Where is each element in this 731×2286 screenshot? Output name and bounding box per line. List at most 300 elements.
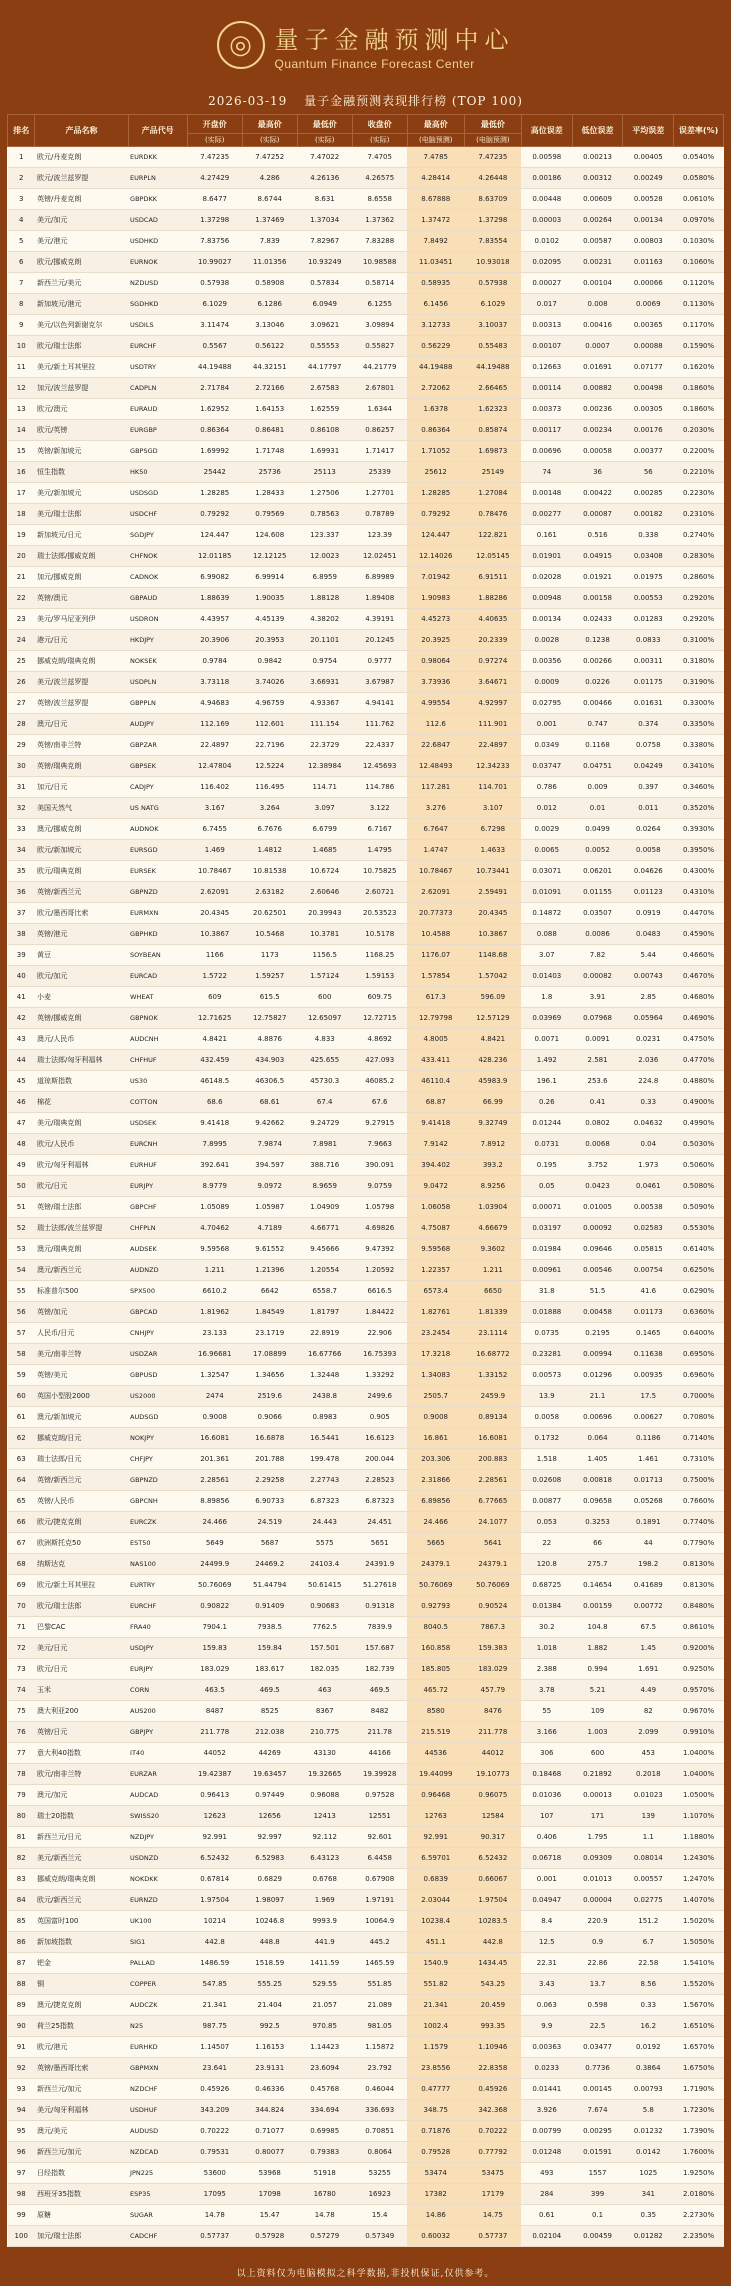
row-product-name: 加元/挪威克朗	[35, 567, 128, 588]
row-rank: 96	[8, 2142, 35, 2163]
row-err-low: 0.00058	[572, 441, 623, 462]
row-close: 16.75393	[352, 1344, 407, 1365]
table-row	[8, 1407, 724, 1428]
row-close: 7.9663	[352, 1134, 407, 1155]
row-open: 10.78467	[187, 861, 242, 882]
table-row	[8, 798, 724, 819]
row-close: 6.7167	[352, 819, 407, 840]
row-product-code: USDHUF	[128, 2100, 187, 2121]
row-high: 0.79569	[242, 504, 297, 525]
row-err-avg: 0.0483	[623, 924, 674, 945]
row-close: 22.906	[352, 1323, 407, 1344]
row-err-low: 0.9	[572, 1932, 623, 1953]
table-row	[8, 1911, 724, 1932]
row-err-high: 0.00148	[521, 483, 572, 504]
row-rank: 38	[8, 924, 35, 945]
row-err-avg: 0.0461	[623, 1176, 674, 1197]
row-err-pct: 0.2920%	[674, 609, 724, 630]
row-pred-high: 7.01942	[407, 567, 464, 588]
row-product-code: GBPSEK	[128, 756, 187, 777]
row-rank: 2	[8, 168, 35, 189]
row-err-pct: 0.8610%	[674, 1617, 724, 1638]
row-rank: 48	[8, 1134, 35, 1155]
row-pred-high: 2505.7	[407, 1386, 464, 1407]
row-pred-high: 1176.07	[407, 945, 464, 966]
row-rank: 46	[8, 1092, 35, 1113]
row-low: 7.82967	[297, 231, 352, 252]
row-err-low: 2.581	[572, 1050, 623, 1071]
row-close: 25339	[352, 462, 407, 483]
row-product-code: GBPNZD	[128, 1470, 187, 1491]
row-open: 0.96413	[187, 1785, 242, 1806]
row-close: 44166	[352, 1743, 407, 1764]
row-high: 9.0972	[242, 1176, 297, 1197]
row-close: 1.89408	[352, 588, 407, 609]
disclaimer-footer: 以上资料仅为电脑模拟之科学数据,非投机保证,仅供参考。	[7, 2264, 724, 2284]
row-close: 5651	[352, 1533, 407, 1554]
row-product-code: ESP35	[128, 2184, 187, 2205]
row-err-high: 0.01248	[521, 2142, 572, 2163]
row-err-pct: 0.6960%	[674, 1365, 724, 1386]
row-err-low: 0.41	[572, 1092, 623, 1113]
row-rank: 33	[8, 819, 35, 840]
row-low: 9.24729	[297, 1113, 352, 1134]
row-open: 987.75	[187, 2016, 242, 2037]
row-product-name: 原糖	[35, 2205, 128, 2226]
row-product-name: 欧元/新西兰元	[35, 1890, 128, 1911]
row-product-name: 美元/以色列新谢克尔	[35, 315, 128, 336]
row-high: 12.75827	[242, 1008, 297, 1029]
row-pred-high: 1.90983	[407, 588, 464, 609]
row-err-avg: 198.2	[623, 1554, 674, 1575]
row-close: 1.33292	[352, 1365, 407, 1386]
table-row	[8, 273, 724, 294]
row-rank: 55	[8, 1281, 35, 1302]
row-low: 1.969	[297, 1890, 352, 1911]
row-high: 17098	[242, 2184, 297, 2205]
row-open: 6610.2	[187, 1281, 242, 1302]
row-high: 8525	[242, 1701, 297, 1722]
row-pred-high: 0.98064	[407, 651, 464, 672]
row-high: 5687	[242, 1533, 297, 1554]
table-row	[8, 819, 724, 840]
row-low: 6.0949	[297, 294, 352, 315]
row-high: 159.84	[242, 1638, 297, 1659]
row-low: 0.90683	[297, 1596, 352, 1617]
row-pred-low: 17179	[464, 2184, 521, 2205]
row-close: 0.9777	[352, 651, 407, 672]
row-rank: 28	[8, 714, 35, 735]
row-low: 388.716	[297, 1155, 352, 1176]
row-err-high: 0.00573	[521, 1365, 572, 1386]
row-open: 4.94683	[187, 693, 242, 714]
row-err-pct: 0.2310%	[674, 504, 724, 525]
row-close: 7.4705	[352, 147, 407, 168]
row-err-low: 0.0226	[572, 672, 623, 693]
row-err-high: 0.00071	[521, 1197, 572, 1218]
row-pred-low: 0.70222	[464, 2121, 521, 2142]
table-row	[8, 2037, 724, 2058]
row-pred-high: 50.76069	[407, 1575, 464, 1596]
row-pred-high: 6.89856	[407, 1491, 464, 1512]
row-product-name: 欧元/日元	[35, 1176, 128, 1197]
row-pred-low: 12.05145	[464, 546, 521, 567]
row-open: 4.27429	[187, 168, 242, 189]
row-err-pct: 0.4670%	[674, 966, 724, 987]
row-err-pct: 0.7500%	[674, 1470, 724, 1491]
row-err-low: 0.00158	[572, 588, 623, 609]
row-pred-high: 348.75	[407, 2100, 464, 2121]
row-err-low: 0.01	[572, 798, 623, 819]
row-product-code: JPN225	[128, 2163, 187, 2184]
row-pred-low: 66.99	[464, 1092, 521, 1113]
row-err-low: 0.00104	[572, 273, 623, 294]
row-product-name: 新西兰元/美元	[35, 273, 128, 294]
row-high: 1.90035	[242, 588, 297, 609]
row-product-name: 瑞士法郎/日元	[35, 1449, 128, 1470]
row-product-code: USDPLN	[128, 672, 187, 693]
row-err-high: 1.518	[521, 1449, 572, 1470]
row-pred-low: 20.459	[464, 1995, 521, 2016]
row-err-pct: 0.0580%	[674, 168, 724, 189]
row-err-low: 66	[572, 1533, 623, 1554]
row-rank: 26	[8, 672, 35, 693]
row-high: 7.9874	[242, 1134, 297, 1155]
row-high: 116.495	[242, 777, 297, 798]
row-err-avg: 0.07177	[623, 357, 674, 378]
sub-actual: (实际)	[242, 134, 297, 147]
row-product-name: 美元/瑞士法郎	[35, 504, 128, 525]
row-err-pct: 0.2860%	[674, 567, 724, 588]
row-close: 3.09894	[352, 315, 407, 336]
brand-name-en: Quantum Finance Forecast Center	[274, 56, 475, 71]
row-pred-low: 10.73441	[464, 861, 521, 882]
row-rank: 47	[8, 1113, 35, 1134]
row-rank: 82	[8, 1848, 35, 1869]
row-open: 53600	[187, 2163, 242, 2184]
row-err-pct: 0.0610%	[674, 189, 724, 210]
row-err-high: 0.00117	[521, 420, 572, 441]
row-err-avg: 1.691	[623, 1659, 674, 1680]
row-rank: 66	[8, 1512, 35, 1533]
row-product-code: CADCHF	[128, 2226, 187, 2247]
row-err-avg: 0.00538	[623, 1197, 674, 1218]
row-low: 22.8919	[297, 1323, 352, 1344]
row-err-avg: 0.1891	[623, 1512, 674, 1533]
row-low: 2.67583	[297, 378, 352, 399]
row-err-high: 0.00356	[521, 651, 572, 672]
row-err-pct: 0.1590%	[674, 336, 724, 357]
row-err-high: 0.01403	[521, 966, 572, 987]
row-high: 7.839	[242, 231, 297, 252]
row-high: 6642	[242, 1281, 297, 1302]
row-err-avg: 0.00935	[623, 1365, 674, 1386]
row-close: 46085.2	[352, 1071, 407, 1092]
row-pred-low: 44.19488	[464, 357, 521, 378]
row-pred-low: 12.57129	[464, 1008, 521, 1029]
row-low: 0.69985	[297, 2121, 352, 2142]
row-product-name: 英镑/澳元	[35, 588, 128, 609]
row-err-high: 31.8	[521, 1281, 572, 1302]
row-rank: 23	[8, 609, 35, 630]
row-open: 17095	[187, 2184, 242, 2205]
table-row	[8, 1806, 724, 1827]
row-err-pct: 0.4310%	[674, 882, 724, 903]
row-err-low: 0.00092	[572, 1218, 623, 1239]
row-err-pct: 0.2920%	[674, 588, 724, 609]
row-open: 159.83	[187, 1638, 242, 1659]
table-row	[8, 2016, 724, 2037]
brand-name-cn: 量子金融预测中心	[274, 25, 515, 54]
row-rank: 54	[8, 1260, 35, 1281]
row-product-code: NZDCHF	[128, 2079, 187, 2100]
row-err-avg: 0.00772	[623, 1596, 674, 1617]
row-pred-low: 1.69873	[464, 441, 521, 462]
row-pred-low: 1.03904	[464, 1197, 521, 1218]
col-pred-low: 最低价	[464, 115, 521, 134]
row-pred-high: 9.41418	[407, 1113, 464, 1134]
row-pred-high: 44536	[407, 1743, 464, 1764]
row-err-high: 0.68725	[521, 1575, 572, 1596]
row-product-name: 西班牙35指数	[35, 2184, 128, 2205]
row-pred-high: 46110.4	[407, 1071, 464, 1092]
row-err-pct: 0.5090%	[674, 1197, 724, 1218]
row-product-code: EURAUD	[128, 399, 187, 420]
row-pred-high: 2.72062	[407, 378, 464, 399]
row-close: 1.15872	[352, 2037, 407, 2058]
row-err-avg: 0.02775	[623, 1890, 674, 1911]
row-pred-high: 160.858	[407, 1638, 464, 1659]
row-product-name: 欧元/日元	[35, 1659, 128, 1680]
table-row	[8, 735, 724, 756]
row-open: 24.466	[187, 1512, 242, 1533]
row-err-avg: 0.0919	[623, 903, 674, 924]
row-err-high: 0.001	[521, 1869, 572, 1890]
row-err-pct: 1.9250%	[674, 2163, 724, 2184]
row-pred-low: 53475	[464, 2163, 521, 2184]
row-rank: 76	[8, 1722, 35, 1743]
col-pred-high: 最高价	[407, 115, 464, 134]
row-open: 16.6081	[187, 1428, 242, 1449]
row-high: 11.01356	[242, 252, 297, 273]
row-close: 0.97528	[352, 1785, 407, 1806]
row-err-pct: 0.3100%	[674, 630, 724, 651]
row-product-code: HK50	[128, 462, 187, 483]
row-err-high: 0.01901	[521, 546, 572, 567]
row-product-name: 欧元/澳元	[35, 399, 128, 420]
row-err-pct: 0.8130%	[674, 1575, 724, 1596]
row-low: 1.81797	[297, 1302, 352, 1323]
row-open: 24499.9	[187, 1554, 242, 1575]
row-pred-low: 596.09	[464, 987, 521, 1008]
row-high: 15.47	[242, 2205, 297, 2226]
row-product-code: EURDKK	[128, 147, 187, 168]
row-product-code: US2000	[128, 1386, 187, 1407]
row-err-high: 0.01984	[521, 1239, 572, 1260]
row-rank: 35	[8, 861, 35, 882]
row-err-pct: 1.6750%	[674, 2058, 724, 2079]
row-pred-low: 7867.3	[464, 1617, 521, 1638]
row-err-high: 0.05	[521, 1176, 572, 1197]
row-high: 19.63457	[242, 1764, 297, 1785]
row-err-pct: 1.7390%	[674, 2121, 724, 2142]
row-pred-low: 428.236	[464, 1050, 521, 1071]
row-err-avg: 0.00528	[623, 189, 674, 210]
row-open: 8.9779	[187, 1176, 242, 1197]
table-row	[8, 1533, 724, 1554]
row-err-avg: 0.05964	[623, 1008, 674, 1029]
row-err-low: 171	[572, 1806, 623, 1827]
row-product-name: 日经指数	[35, 2163, 128, 2184]
row-err-high: 0.0233	[521, 2058, 572, 2079]
row-open: 1.14507	[187, 2037, 242, 2058]
row-close: 10.75825	[352, 861, 407, 882]
row-err-low: 1.003	[572, 1722, 623, 1743]
row-product-code: NOKDKK	[128, 1869, 187, 1890]
row-err-pct: 1.2430%	[674, 1848, 724, 1869]
row-err-pct: 1.7230%	[674, 2100, 724, 2121]
row-pred-high: 10.4588	[407, 924, 464, 945]
row-rank: 73	[8, 1659, 35, 1680]
row-pred-high: 23.2454	[407, 1323, 464, 1344]
row-product-code: US NATG	[128, 798, 187, 819]
row-rank: 95	[8, 2121, 35, 2142]
row-err-pct: 0.4590%	[674, 924, 724, 945]
sub-actual: (实际)	[297, 134, 352, 147]
row-close: 6.89989	[352, 567, 407, 588]
row-err-avg: 0.00176	[623, 420, 674, 441]
row-pred-high: 7.8492	[407, 231, 464, 252]
row-low: 20.1101	[297, 630, 352, 651]
row-rank: 88	[8, 1974, 35, 1995]
row-product-code: EURCHF	[128, 336, 187, 357]
row-high: 0.56122	[242, 336, 297, 357]
row-close: 336.693	[352, 2100, 407, 2121]
row-open: 183.029	[187, 1659, 242, 1680]
row-pred-low: 16.68772	[464, 1344, 521, 1365]
row-close: 15.4	[352, 2205, 407, 2226]
row-pred-high: 1.06058	[407, 1197, 464, 1218]
row-open: 201.361	[187, 1449, 242, 1470]
row-pred-high: 1.37472	[407, 210, 464, 231]
row-high: 6.90733	[242, 1491, 297, 1512]
row-pred-high: 465.72	[407, 1680, 464, 1701]
row-open: 4.43957	[187, 609, 242, 630]
row-product-name: 欧元/捷克克朗	[35, 1512, 128, 1533]
row-err-low: 0.0007	[572, 336, 623, 357]
row-pred-high: 7.4785	[407, 147, 464, 168]
row-rank: 1	[8, 147, 35, 168]
row-err-pct: 0.2830%	[674, 546, 724, 567]
row-err-high: 3.166	[521, 1722, 572, 1743]
row-open: 4.8421	[187, 1029, 242, 1050]
row-err-pct: 1.5670%	[674, 1995, 724, 2016]
row-err-low: 0.00231	[572, 252, 623, 273]
col-low: 最低价	[297, 115, 352, 134]
row-pred-high: 2.62091	[407, 882, 464, 903]
row-err-pct: 0.3950%	[674, 840, 724, 861]
row-open: 1486.59	[187, 1953, 242, 1974]
row-pred-high: 20.77373	[407, 903, 464, 924]
row-pred-low: 0.57938	[464, 273, 521, 294]
row-open: 547.85	[187, 1974, 242, 1995]
row-low: 67.4	[297, 1092, 352, 1113]
row-low: 1.88128	[297, 588, 352, 609]
row-close: 12.72715	[352, 1008, 407, 1029]
row-product-code: USDCAD	[128, 210, 187, 231]
table-row	[8, 1155, 724, 1176]
row-err-high: 0.00799	[521, 2121, 572, 2142]
row-product-code: EURCHF	[128, 1596, 187, 1617]
row-close: 390.091	[352, 1155, 407, 1176]
row-close: 8482	[352, 1701, 407, 1722]
row-err-low: 0.00082	[572, 966, 623, 987]
row-product-name: 美元/新土耳其里拉	[35, 357, 128, 378]
row-pred-high: 1.28285	[407, 483, 464, 504]
row-err-low: 0.09658	[572, 1491, 623, 1512]
table-row	[8, 1827, 724, 1848]
row-pred-high: 0.6839	[407, 1869, 464, 1890]
row-pred-high: 7.9142	[407, 1134, 464, 1155]
row-rank: 84	[8, 1890, 35, 1911]
row-err-high: 0.00363	[521, 2037, 572, 2058]
row-product-name: 英国富时100	[35, 1911, 128, 1932]
row-product-code: GBPPLN	[128, 693, 187, 714]
row-pred-high: 19.44099	[407, 1764, 464, 1785]
row-err-low: 0.02433	[572, 609, 623, 630]
row-pred-high: 8580	[407, 1701, 464, 1722]
row-rank: 78	[8, 1764, 35, 1785]
row-rank: 59	[8, 1365, 35, 1386]
row-rank: 80	[8, 1806, 35, 1827]
row-low: 16780	[297, 2184, 352, 2205]
row-err-high: 0.00114	[521, 378, 572, 399]
row-high: 46306.5	[242, 1071, 297, 1092]
row-err-high: 2.388	[521, 1659, 572, 1680]
row-open: 463.5	[187, 1680, 242, 1701]
table-row	[8, 1638, 724, 1659]
table-row	[8, 1071, 724, 1092]
row-low: 10.6724	[297, 861, 352, 882]
report-date: 2026-03-19	[208, 94, 288, 108]
row-err-avg: 16.2	[623, 2016, 674, 2037]
row-pred-low: 22.4897	[464, 735, 521, 756]
row-close: 2.60721	[352, 882, 407, 903]
row-product-name: 英镑/墨西哥比索	[35, 2058, 128, 2079]
row-err-pct: 1.5520%	[674, 1974, 724, 1995]
row-err-avg: 139	[623, 1806, 674, 1827]
row-err-high: 74	[521, 462, 572, 483]
row-err-high: 22.31	[521, 1953, 572, 1974]
row-open: 9.41418	[187, 1113, 242, 1134]
row-product-code: USDZAR	[128, 1344, 187, 1365]
row-rank: 3	[8, 189, 35, 210]
row-low: 9993.9	[297, 1911, 352, 1932]
row-err-low: 0.00422	[572, 483, 623, 504]
row-err-low: 0.0052	[572, 840, 623, 861]
row-pred-high: 0.86364	[407, 420, 464, 441]
col-open: 开盘价	[187, 115, 242, 134]
row-low: 0.57834	[297, 273, 352, 294]
row-high: 2.72166	[242, 378, 297, 399]
row-high: 10.5468	[242, 924, 297, 945]
row-err-low: 0.1238	[572, 630, 623, 651]
row-product-name: 挪威克朗/日元	[35, 1428, 128, 1449]
row-rank: 87	[8, 1953, 35, 1974]
row-err-pct: 0.8130%	[674, 1554, 724, 1575]
row-rank: 25	[8, 651, 35, 672]
row-high: 1.05987	[242, 1197, 297, 1218]
